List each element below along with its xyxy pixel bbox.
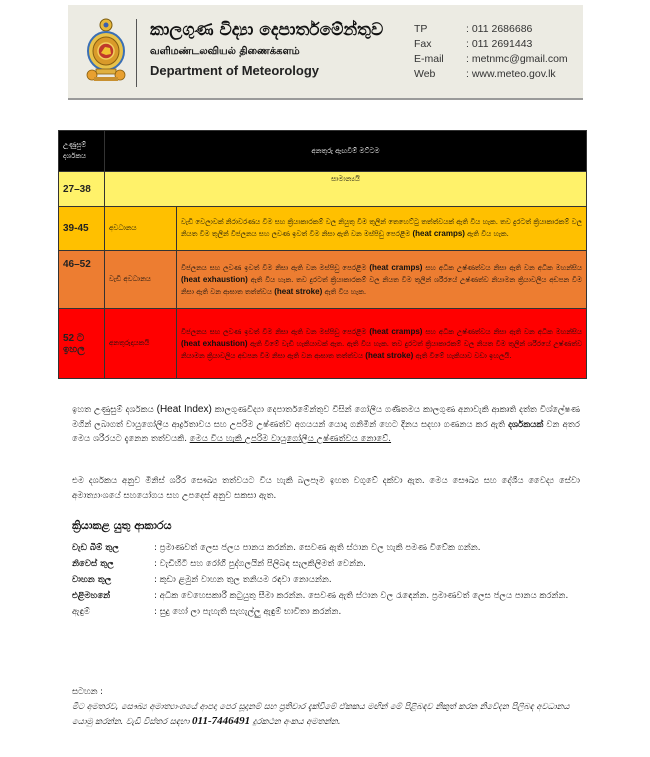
- divider: [136, 19, 137, 87]
- organization-name: [150, 19, 383, 78]
- heat-index-table: [58, 130, 587, 379]
- actions-list: [72, 541, 582, 621]
- table-header-row: [59, 131, 587, 172]
- range-cell: 39-45: [59, 207, 105, 251]
- range-cell: 52 ට ඉහල: [59, 309, 105, 379]
- contact-fax: Fax : 011 2691443: [414, 38, 533, 50]
- level-cell: සාමාන්‍යයි: [105, 172, 587, 207]
- org-name-english: Department of Meteorology: [150, 63, 320, 78]
- range-cell: 46–52: [59, 251, 105, 309]
- org-name-tamil: வளிமண்டலவியல் திணைக்களம்: [150, 46, 300, 57]
- list-item: වාහන තුල : කුඩා ළමුන් වාහන තුල තනියම රඳවා නොයන්න.: [72, 575, 332, 585]
- org-name-sinhala: කාලගුණ විද්‍යා දෙපාර්තමේන්තුව: [150, 20, 384, 40]
- table-row: [59, 207, 587, 251]
- actions-heading: ක්‍රියාකළ යුතු ආකාරය: [72, 519, 172, 532]
- email-link[interactable]: : metnmc@gmail.com: [466, 53, 568, 65]
- contact-phone: TP : 011 2686686: [414, 23, 533, 35]
- header-heat-index: උණුසුම් දර්ශකය: [59, 131, 105, 172]
- contact-web: Web : www.meteo.gov.lk: [414, 68, 556, 80]
- header-warning-level: අනතුරු ඇඟවීම් මට්ටම: [105, 131, 587, 172]
- table-row: [59, 251, 587, 309]
- list-item: නිවෙස් තුල : වැඩිහිටි සහ රෝගී පුද්ගලයින් පිලිබඳ සැලකිලිමත් වෙන්න.: [72, 559, 366, 569]
- health-impact-paragraph: එම දර්ශකය අනුව මිනිස් ශරීර සෞඛ්‍ය තත්වයට විය හැකි බලපෑම ඉහත වගුවේ දක්වා ඇත. මෙය සෞඛ්‍ය සහ දේශීය වෛද්‍ය සේවා අමාත්‍යාංශයේ සහයෝගය සහ උපදෙස් අනුව සකසා ඇත.: [72, 476, 580, 501]
- level-cell: අනතුරුදායකයි: [105, 309, 177, 379]
- sri-lanka-emblem-icon: [86, 17, 126, 83]
- list-item: ඇඳුම් : සුදු හෝ ලා පැහැති සැහැල්ලු ඇඳුම් භාවිතා කරන්න.: [72, 607, 342, 617]
- range-cell: 27–38: [59, 172, 105, 207]
- level-cell: වැඩි අවධානය: [105, 251, 177, 309]
- table-row: [59, 309, 587, 379]
- table-row: [59, 172, 587, 207]
- list-item: වැඩ බිම් තුල : ප්‍රමාණවත් ලෙස ජලය පානය කරන්න. සෙවණ ඇති ස්ථාන වල හැකි පමණ විවේක ගන්න.: [72, 543, 481, 553]
- note-title: සටහන :: [72, 686, 103, 696]
- description-cell: විජලනය සහ ලවණ ඉවත් වීම නිසා ඇති වන මස්පිඩු පෙරළීම (heat cramps) සහ අධික උෂ්ණත්වය නිසා ඇති වන අධික මහන්සිය (heat exhaustion) ඇති විය හැක. තව දුරටත් ක්‍රියාකාරකම් වල නියත වීම තුලින් ශරීරයේ උෂ්ණත්ව නියාමන ක්‍රියාවලිය අඩපන වීම නිසා ඇති වන ආඝාත තත්ත්වය (heat stroke) ඇති විය හැක.: [177, 251, 587, 309]
- contact-email: E-mail : metnmc@gmail.com: [414, 53, 568, 65]
- heat-index-explanation: ඉහත උණුසුම් දර්ශකය (Heat Index) කාලගුණවිද්‍යා දෙපාර්තමේන්තුව විසින් ගෝලීය ගණිතමය කාලගුණ අනාවැකි ආකෘති දත්ත විශ්ලේෂණ මගින් ලබාගත් වායුගෝලීය ආර්ද්‍රතාවය සහ උපරිම උෂ්ණත්ව අගයයන් යොදා ගනිමින් හෙට දිනය සදහා ගණනය කර ඇති දර්ශකයක් වන අතර මෙය ශරීරයට දැනෙන තත්වයකි. මෙය විය හැකි උපරිම වායුගෝලීය උෂ්ණත්වය නොවේ.: [72, 404, 580, 444]
- contact-details: [414, 22, 568, 82]
- hotline-number: 011-7446491: [192, 715, 251, 727]
- description-cell: වැඩි වෙලාවක් නිරාවරණය වීම සහ ක්‍රියාකාරකම් වල නියුතු වීම තුලින් තෙහෙට්ටු තත්ත්වයක් ඇති විය හැක. තව දුරටත් ක්‍රියාකාරකම් වල නියත වීම තුලින් විජලනය සහ ලවණ ඉවත් වීම නිසා ඇති වන මස්පිඩු පෙරළීම (heat cramps) ඇති විය හැක.: [177, 207, 587, 251]
- letterhead: [68, 5, 583, 98]
- note-section: [72, 684, 582, 729]
- website-link[interactable]: : www.meteo.gov.lk: [466, 68, 556, 80]
- level-cell: අවධානය: [105, 207, 177, 251]
- note-body: මීට අමතරව, සෞඛ්‍ය අමාත්‍යාංශයේ ආපදා පෙර සූදානම් සහ ප්‍රතිචාර දැක්වීමේ ඒකකය මඟින් මේ පිළිබඳව නිකුත් කරන නිවේදන පිලිබඳ අවධානය යොමු කරන්න. වැඩි විස්තර සඳහා 011-7446491 දුරකථන අංකය අමතන්න.: [72, 701, 570, 727]
- list-item: එළිමහනේ : අධික වෙහෙසකාරී කටුයුතු සීමා කරන්න. සෙවණ ඇති ස්ථාන වල රැඳෙන්න. ප්‍රමාණවත් ලෙස ජලය පානය කරන්න.: [72, 591, 569, 601]
- description-cell: විජලනය සහ ලවණ ඉවත් වීම නිසා ඇති වන මස්පිඩු පෙරළීම (heat cramps) සහ අධික උෂ්ණත්වය නිසා ඇති වන අධික මහන්සිය (heat exhaustion) ඇති වීමේ වැඩි හැකියාවක් ඇත. ඇති විය හැක. තව දුරටත් ක්‍රියාකාරකම් වල නියත වීම තුලින් ශරීරයේ උෂ්ණත්ව නියාමන ක්‍රියාවලිය අඩපන වීම නිසා ඇති වන ආඝාත තත්ත්වය (heat stroke) ඇති වීමේ හැකියාව වඩා ඉහලයි.: [177, 309, 587, 379]
